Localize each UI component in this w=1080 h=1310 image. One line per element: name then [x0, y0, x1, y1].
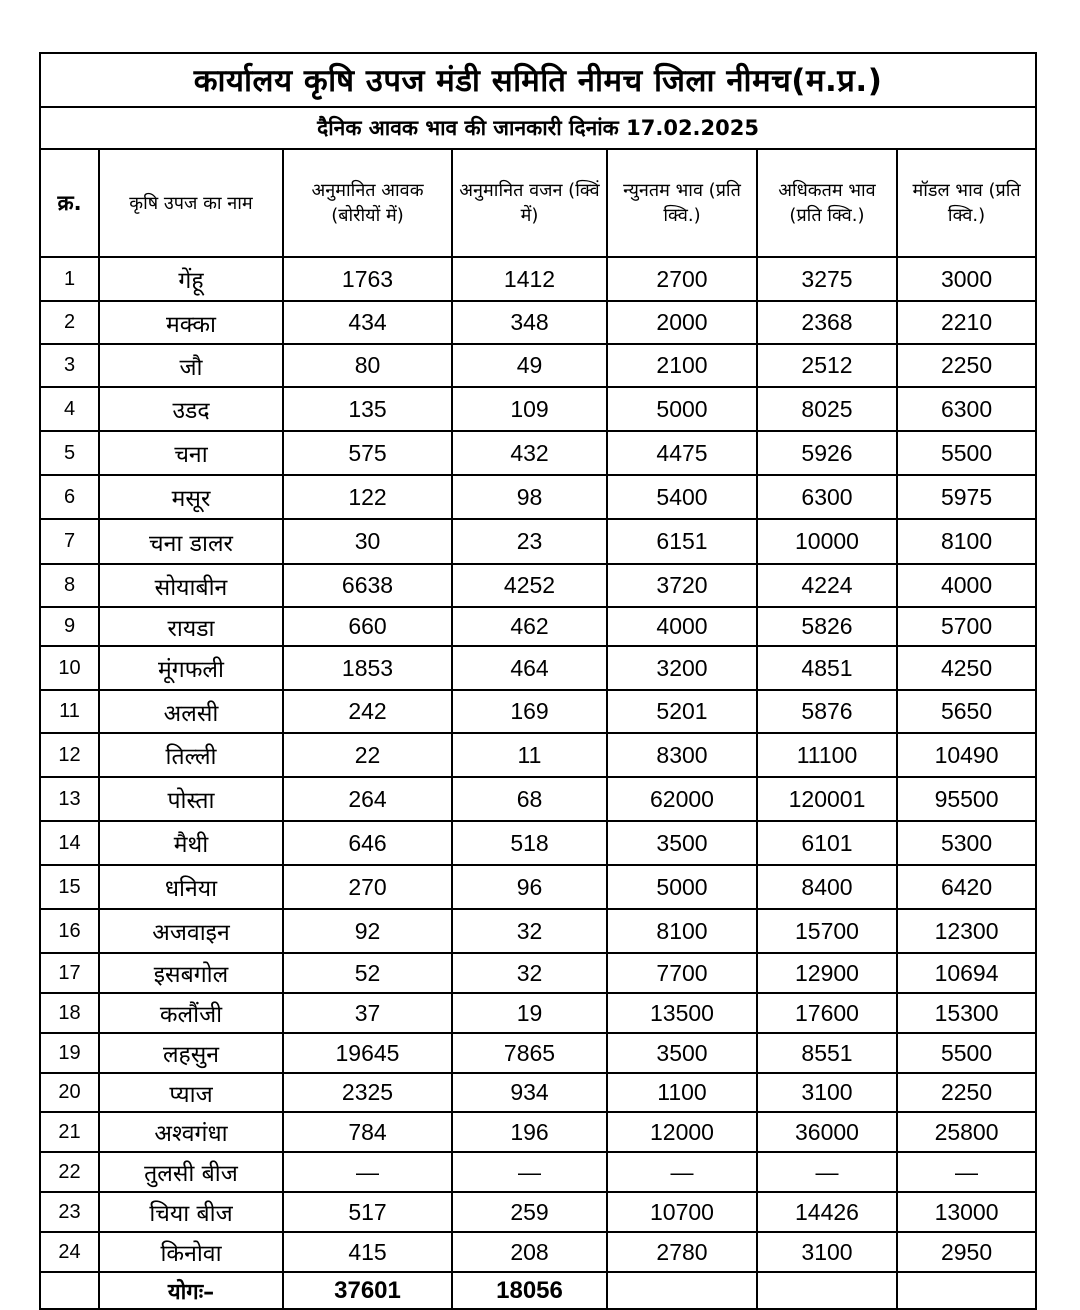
row-crop-name: रायडा	[99, 607, 283, 646]
row-modal-price: 5500	[897, 1033, 1036, 1073]
row-weight: 518	[452, 821, 607, 865]
row-weight: 196	[452, 1112, 607, 1152]
row-crop-name: मसूर	[99, 475, 283, 519]
row-min-price: 12000	[607, 1112, 757, 1152]
row-crop-name: अजवाइन	[99, 909, 283, 953]
table-row	[40, 564, 1036, 607]
row-arrival: 92	[283, 909, 452, 953]
row-max-price: 36000	[757, 1112, 897, 1152]
row-weight: 32	[452, 909, 607, 953]
table-row	[40, 257, 1036, 301]
table-row	[40, 1033, 1036, 1073]
row-arrival: 37	[283, 993, 452, 1033]
row-sn: 2	[40, 301, 99, 344]
row-arrival: 52	[283, 953, 452, 993]
row-max-price: 5876	[757, 690, 897, 733]
row-weight: 19	[452, 993, 607, 1033]
row-sn: 10	[40, 646, 99, 690]
row-min-price: 1100	[607, 1073, 757, 1112]
table-row	[40, 431, 1036, 475]
row-min-price: 3500	[607, 821, 757, 865]
row-max-price: 4224	[757, 564, 897, 607]
total-row	[40, 1272, 1036, 1309]
row-weight: 1412	[452, 257, 607, 301]
row-modal-price: 13000	[897, 1192, 1036, 1232]
row-sn: 19	[40, 1033, 99, 1073]
row-max-price: 6300	[757, 475, 897, 519]
row-arrival: 264	[283, 777, 452, 821]
row-sn: 5	[40, 431, 99, 475]
row-crop-name: चिया बीज	[99, 1192, 283, 1232]
row-crop-name: किनोवा	[99, 1232, 283, 1272]
row-modal-price: 2950	[897, 1232, 1036, 1272]
table-row	[40, 646, 1036, 690]
row-min-price: 10700	[607, 1192, 757, 1232]
row-weight: 7865	[452, 1033, 607, 1073]
row-arrival: 517	[283, 1192, 452, 1232]
row-min-price: 3720	[607, 564, 757, 607]
row-crop-name: उडद	[99, 387, 283, 431]
row-sn: 16	[40, 909, 99, 953]
row-modal-price: 3000	[897, 257, 1036, 301]
row-crop-name: अलसी	[99, 690, 283, 733]
table-row	[40, 690, 1036, 733]
row-sn: 13	[40, 777, 99, 821]
row-sn: 6	[40, 475, 99, 519]
row-sn: 12	[40, 733, 99, 777]
row-sn: 15	[40, 865, 99, 909]
row-max-price: 5926	[757, 431, 897, 475]
row-crop-name: चना	[99, 431, 283, 475]
row-modal-price: 5300	[897, 821, 1036, 865]
row-min-price: 5201	[607, 690, 757, 733]
row-crop-name: अश्वगंधा	[99, 1112, 283, 1152]
table-row	[40, 1232, 1036, 1272]
row-arrival: 80	[283, 344, 452, 387]
row-max-price: 14426	[757, 1192, 897, 1232]
row-weight: 348	[452, 301, 607, 344]
row-sn: 11	[40, 690, 99, 733]
row-weight: 109	[452, 387, 607, 431]
table-row	[40, 777, 1036, 821]
row-crop-name: मैथी	[99, 821, 283, 865]
row-max-price: 2512	[757, 344, 897, 387]
row-crop-name: इसबगोल	[99, 953, 283, 993]
row-sn: 9	[40, 607, 99, 646]
row-crop-name: कलौंजी	[99, 993, 283, 1033]
row-weight: 934	[452, 1073, 607, 1112]
table-row	[40, 1152, 1036, 1192]
row-min-price: 2700	[607, 257, 757, 301]
row-weight: 23	[452, 519, 607, 564]
row-modal-price: 6420	[897, 865, 1036, 909]
table-row	[40, 993, 1036, 1033]
row-max-price: 3100	[757, 1073, 897, 1112]
row-modal-price: 25800	[897, 1112, 1036, 1152]
table-row	[40, 865, 1036, 909]
table-row	[40, 607, 1036, 646]
total-blank	[757, 1272, 897, 1309]
total-blank	[897, 1272, 1036, 1309]
row-min-price: 5400	[607, 475, 757, 519]
row-weight: 462	[452, 607, 607, 646]
row-weight: 4252	[452, 564, 607, 607]
row-min-price: 4000	[607, 607, 757, 646]
table-row	[40, 387, 1036, 431]
row-sn: 3	[40, 344, 99, 387]
col-header-sn: क्र.	[40, 149, 99, 257]
table-header-row	[40, 149, 1036, 257]
row-arrival: 784	[283, 1112, 452, 1152]
row-crop-name: सोयाबीन	[99, 564, 283, 607]
row-arrival: 1853	[283, 646, 452, 690]
row-arrival: 646	[283, 821, 452, 865]
row-modal-price: 10694	[897, 953, 1036, 993]
row-modal-price: 10490	[897, 733, 1036, 777]
total-blank	[40, 1272, 99, 1309]
table-row	[40, 1112, 1036, 1152]
row-crop-name: गेंहू	[99, 257, 283, 301]
row-weight: 432	[452, 431, 607, 475]
col-header-max-price: अधिकतम भाव (प्रति क्वि.)	[757, 149, 897, 257]
table-row	[40, 475, 1036, 519]
row-sn: 8	[40, 564, 99, 607]
row-sn: 17	[40, 953, 99, 993]
row-crop-name: मूंगफली	[99, 646, 283, 690]
row-sn: 1	[40, 257, 99, 301]
row-modal-price: 95500	[897, 777, 1036, 821]
row-weight: 11	[452, 733, 607, 777]
row-min-price: —	[607, 1152, 757, 1192]
row-max-price: 5826	[757, 607, 897, 646]
page-title: कार्यालय कृषि उपज मंडी समिति नीमच जिला नीमच(म.प्र.)	[40, 53, 1036, 107]
table-row	[40, 1192, 1036, 1232]
row-modal-price: 6300	[897, 387, 1036, 431]
row-max-price: 11100	[757, 733, 897, 777]
row-weight: 208	[452, 1232, 607, 1272]
row-crop-name: लहसुन	[99, 1033, 283, 1073]
row-sn: 14	[40, 821, 99, 865]
row-crop-name: तुलसी बीज	[99, 1152, 283, 1192]
col-header-weight: अनुमानित वजन (क्विं में)	[452, 149, 607, 257]
col-header-modal-price: मॉडल भाव (प्रति क्वि.)	[897, 149, 1036, 257]
row-modal-price: 5650	[897, 690, 1036, 733]
row-arrival: 415	[283, 1232, 452, 1272]
row-sn: 23	[40, 1192, 99, 1232]
table-row	[40, 909, 1036, 953]
page-subtitle: दैनिक आवक भाव की जानकारी दिनांक 17.02.2025	[40, 107, 1036, 149]
row-modal-price: 2250	[897, 344, 1036, 387]
row-arrival: 575	[283, 431, 452, 475]
row-sn: 7	[40, 519, 99, 564]
daily-arrival-table	[39, 52, 1037, 1310]
table-row	[40, 733, 1036, 777]
row-max-price: 120001	[757, 777, 897, 821]
row-arrival: 660	[283, 607, 452, 646]
row-weight: 96	[452, 865, 607, 909]
row-max-price: 3100	[757, 1232, 897, 1272]
row-max-price: 15700	[757, 909, 897, 953]
row-min-price: 2100	[607, 344, 757, 387]
row-max-price: 17600	[757, 993, 897, 1033]
row-arrival: 2325	[283, 1073, 452, 1112]
row-min-price: 3500	[607, 1033, 757, 1073]
row-sn: 24	[40, 1232, 99, 1272]
table-row	[40, 301, 1036, 344]
row-arrival: 1763	[283, 257, 452, 301]
row-arrival: 242	[283, 690, 452, 733]
row-modal-price: 12300	[897, 909, 1036, 953]
row-max-price: 3275	[757, 257, 897, 301]
row-modal-price: —	[897, 1152, 1036, 1192]
row-min-price: 4475	[607, 431, 757, 475]
row-arrival: 19645	[283, 1033, 452, 1073]
row-weight: 98	[452, 475, 607, 519]
row-min-price: 8100	[607, 909, 757, 953]
row-crop-name: धनिया	[99, 865, 283, 909]
row-min-price: 5000	[607, 387, 757, 431]
row-min-price: 3200	[607, 646, 757, 690]
total-weight: 18056	[452, 1272, 607, 1309]
total-label: योगः–	[99, 1272, 283, 1309]
row-crop-name: चना डालर	[99, 519, 283, 564]
row-arrival: 135	[283, 387, 452, 431]
row-crop-name: जौ	[99, 344, 283, 387]
table-row	[40, 344, 1036, 387]
row-min-price: 62000	[607, 777, 757, 821]
row-arrival: 434	[283, 301, 452, 344]
row-weight: 32	[452, 953, 607, 993]
row-weight: 464	[452, 646, 607, 690]
row-min-price: 2780	[607, 1232, 757, 1272]
row-arrival: 30	[283, 519, 452, 564]
col-header-min-price: न्युनतम भाव (प्रति क्वि.)	[607, 149, 757, 257]
row-crop-name: पोस्ता	[99, 777, 283, 821]
row-crop-name: तिल्ली	[99, 733, 283, 777]
row-min-price: 5000	[607, 865, 757, 909]
total-blank	[607, 1272, 757, 1309]
row-weight: —	[452, 1152, 607, 1192]
row-arrival: 270	[283, 865, 452, 909]
row-modal-price: 4250	[897, 646, 1036, 690]
table-row	[40, 519, 1036, 564]
row-weight: 68	[452, 777, 607, 821]
table-row	[40, 1073, 1036, 1112]
row-weight: 169	[452, 690, 607, 733]
row-min-price: 7700	[607, 953, 757, 993]
row-min-price: 8300	[607, 733, 757, 777]
total-arrival: 37601	[283, 1272, 452, 1309]
row-max-price: 8400	[757, 865, 897, 909]
row-max-price: 4851	[757, 646, 897, 690]
row-min-price: 2000	[607, 301, 757, 344]
row-max-price: —	[757, 1152, 897, 1192]
row-min-price: 13500	[607, 993, 757, 1033]
row-modal-price: 5700	[897, 607, 1036, 646]
row-max-price: 12900	[757, 953, 897, 993]
row-max-price: 2368	[757, 301, 897, 344]
row-weight: 49	[452, 344, 607, 387]
row-sn: 18	[40, 993, 99, 1033]
table-row	[40, 821, 1036, 865]
row-sn: 22	[40, 1152, 99, 1192]
row-arrival: 22	[283, 733, 452, 777]
col-header-arrival: अनुमानित आवक (बोरीयों में)	[283, 149, 452, 257]
row-modal-price: 5975	[897, 475, 1036, 519]
mandi-rate-sheet	[39, 52, 1035, 1310]
row-max-price: 6101	[757, 821, 897, 865]
row-max-price: 8551	[757, 1033, 897, 1073]
row-modal-price: 15300	[897, 993, 1036, 1033]
table-row	[40, 953, 1036, 993]
row-modal-price: 8100	[897, 519, 1036, 564]
row-max-price: 8025	[757, 387, 897, 431]
row-modal-price: 2250	[897, 1073, 1036, 1112]
row-max-price: 10000	[757, 519, 897, 564]
row-modal-price: 4000	[897, 564, 1036, 607]
row-sn: 4	[40, 387, 99, 431]
row-arrival: —	[283, 1152, 452, 1192]
row-crop-name: प्याज	[99, 1073, 283, 1112]
row-sn: 21	[40, 1112, 99, 1152]
row-modal-price: 5500	[897, 431, 1036, 475]
row-sn: 20	[40, 1073, 99, 1112]
row-modal-price: 2210	[897, 301, 1036, 344]
row-arrival: 6638	[283, 564, 452, 607]
row-arrival: 122	[283, 475, 452, 519]
col-header-name: कृषि उपज का नाम	[99, 149, 283, 257]
row-weight: 259	[452, 1192, 607, 1232]
row-crop-name: मक्का	[99, 301, 283, 344]
row-min-price: 6151	[607, 519, 757, 564]
